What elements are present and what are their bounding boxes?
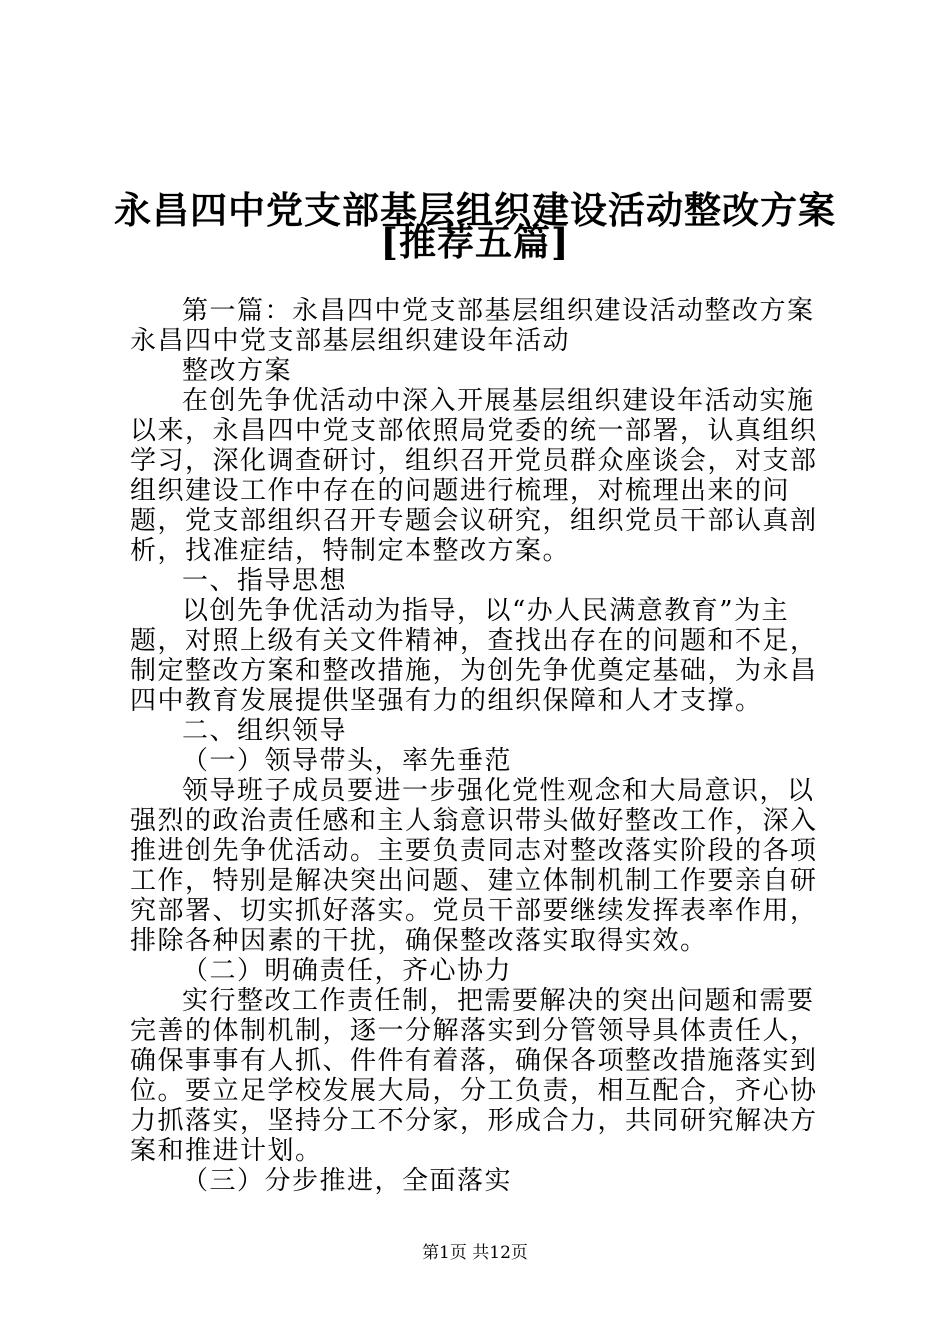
paragraph-responsibility: 实行整改工作责任制，把需要解决的突出问题和需要完善的体制机制，逐一分解落实到分管领导具体责任人，确保事事有人抓、件件有着落，确保各项整改措施落实到位。要立足学校发展大局，分工负责，相互配合，齐心协力抓落实，坚持分工不分家，形成合力，共同研究解决方案和推进计划。 <box>130 986 818 1166</box>
paragraph-subtitle: 整改方案 <box>182 356 293 386</box>
paragraph-leadership: 领导班子成员要进一步强化党性观念和大局意识，以强烈的政治责任感和主人翁意识带头做好整改工作，深入推进创先争优活动。主要负责同志对整改落实阶段的各项工作，特别是解决突出问题、建立体制机制工作要亲自研究部署、切实抓好落实。党员干部要继续发挥表率作用，排除各种因素的干扰，确保整改落实取得实效。 <box>130 776 818 956</box>
document-title-line-2: [推荐五篇] <box>380 220 570 264</box>
subsection-heading-2: （二）明确责任，齐心协力 <box>182 956 513 986</box>
subsection-heading-1: （一）领导带头，率先垂范 <box>182 746 513 776</box>
document-title-line-1: 永昌四中党支部基层组织建设活动整改方案 <box>114 188 836 232</box>
paragraph-guiding-thought: 以创先争优活动为指导，以“办人民满意教育”为主题，对照上级有关文件精神，查找出存在的问题和不足，制定整改方案和整改措施，为创先争优奠定基础，为永昌四中教育发展提供坚强有力的组织保障和人才支撑。 <box>130 596 818 716</box>
paragraph-intro: 在创先争优活动中深入开展基层组织建设年活动实施以来，永昌四中党支部依照局党委的统一部署，认真组织学习，深化调查研讨，组织召开党员群众座谈会，对支部组织建设工作中存在的问题进行梳理，对梳理出来的问题，党支部组织召开专题会议研究，组织党员干部认真剖析，找准症结，特制定本整改方案。 <box>130 386 818 566</box>
document-body <box>130 296 830 1196</box>
subsection-heading-3: （三）分步推进，全面落实 <box>182 1166 513 1196</box>
section-heading-guiding-thought: 一、指导思想 <box>182 566 348 596</box>
section-heading-organization: 二、组织领导 <box>182 716 348 746</box>
page-footer: 第1页 共12页 <box>422 1243 528 1263</box>
paragraph-article-heading: 第一篇：永昌四中党支部基层组织建设活动整改方案永昌四中党支部基层组织建设年活动 <box>130 296 815 356</box>
